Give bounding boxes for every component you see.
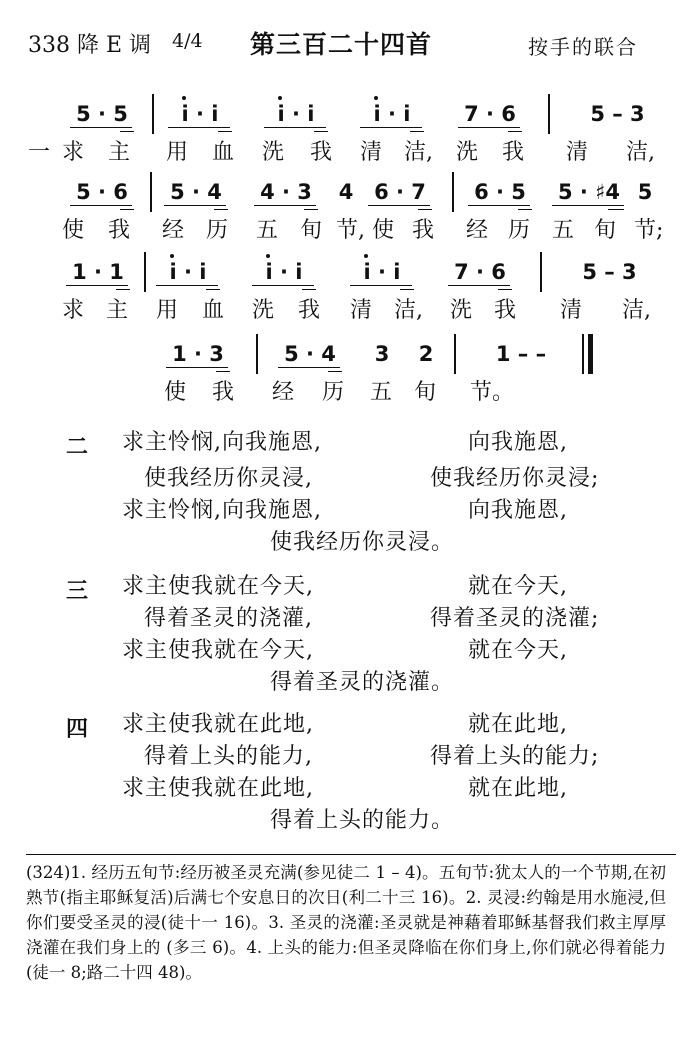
lyric-char: 节。: [470, 380, 515, 405]
lyric-char: 旬: [594, 218, 617, 243]
lyric-char: 主: [106, 298, 129, 323]
verse-line: 求主使我就在今天,: [122, 638, 314, 663]
verse-line: 就在今天,: [468, 574, 568, 599]
bar-line: [454, 334, 456, 374]
note-group: i · i: [169, 260, 207, 284]
verse-line: 就在此地,: [468, 776, 568, 801]
lyric-char: 使: [164, 380, 187, 405]
lyric-char: 清: [360, 140, 383, 165]
note-group: 4: [338, 180, 354, 204]
verse-line: 得着上头的能力,: [144, 744, 313, 769]
verse-line: 求主使我就在此地,: [122, 712, 314, 737]
verse-number: 四: [66, 716, 89, 742]
note-group: 7 · 6: [454, 260, 506, 284]
verse-line: 得着上头的能力。: [270, 808, 455, 833]
note-group: 6 · 7: [374, 180, 426, 204]
verse-line: 向我施恩,: [468, 430, 568, 455]
note-group: 6 · 5: [474, 180, 526, 204]
lyric-char: 洗: [450, 298, 473, 323]
note-group: i · i: [277, 102, 315, 126]
note-group: i · i: [265, 260, 303, 284]
lyric-char: 用: [166, 140, 189, 165]
bar-line: [152, 94, 154, 134]
note-group: 5 · ♯4: [558, 180, 620, 204]
time-signature: 4/4: [172, 30, 203, 52]
footnote-divider: [26, 854, 676, 855]
note-group: i · i: [181, 102, 219, 126]
lyric-char: 历: [322, 380, 345, 405]
lyric-char: 血: [212, 140, 235, 165]
footnote: (324)1. 经历五旬节:经历被圣灵充满(参见徒二 1 – 4)。五旬节:犹太人的一个节期,在初熟节(指主耶稣复活)后满七个安息日的次日(利二十三 16)。2. 灵浸:约翰是用水施浸,但你们要受圣灵的浸(徒十一 16)。3. 圣灵的浇灌:圣灵就是神藉着耶稣基督我们救主厚厚浇灌在我们身上的 (多三 6)。4. 上头的能力:但圣灵降临在你们身上,你们就必得着能力(徒一 8;路二十四 48)。: [26, 863, 666, 982]
lyric-char: 我: [494, 298, 517, 323]
lyric-char: 我: [108, 218, 131, 243]
bar-line: [150, 172, 152, 212]
note-group: 5 · 5: [76, 102, 128, 126]
lyric-char: 历: [206, 218, 229, 243]
verse-line: 得着上头的能力;: [430, 744, 600, 769]
lyric-char: 经: [272, 380, 295, 405]
verse-line: 得着圣灵的浇灌,: [144, 606, 313, 631]
note-group: 5 · 4: [170, 180, 222, 204]
verse-line: 求主怜悯,向我施恩,: [122, 498, 322, 523]
lyric-char: 节;: [634, 218, 664, 243]
lyric-char: 洁,: [626, 140, 655, 165]
verse-line: 得着圣灵的浇灌;: [430, 606, 600, 631]
lyric-char: 五: [552, 218, 575, 243]
lyric-char: 用: [156, 298, 179, 323]
lyric-char: 求: [62, 140, 85, 165]
verse-line: 求主使我就在此地,: [122, 776, 314, 801]
final-bar-thick: [588, 334, 593, 374]
lyric-char: 洁,: [394, 298, 423, 323]
lyric-char: 清: [350, 298, 373, 323]
bar-line: [452, 172, 454, 212]
lyric-char: 洗: [456, 140, 479, 165]
lyric-char: 经: [466, 218, 489, 243]
lyric-char: 清: [560, 298, 583, 323]
lyric-char: 血: [202, 298, 225, 323]
note-group: i · i: [363, 260, 401, 284]
verse-line: 使我经历你灵浸,: [144, 466, 313, 491]
note-group: 5 – 3: [590, 102, 645, 126]
hymn-number-key: 338 降 E 调: [28, 33, 152, 58]
verse-number: 一: [28, 140, 51, 165]
lyric-char: 洁,: [404, 140, 433, 165]
note-group: 5 · 6: [76, 180, 128, 204]
note-group: 3: [374, 342, 390, 366]
lyric-char: 节,: [336, 218, 365, 243]
bar-line: [540, 252, 542, 292]
final-bar-thin: [582, 334, 584, 374]
lyric-char: 清: [566, 140, 589, 165]
lyric-char: 旬: [300, 218, 323, 243]
lyric-char: 洗: [252, 298, 275, 323]
verse-line: 使我经历你灵浸;: [430, 466, 600, 491]
lyric-char: 洗: [262, 140, 285, 165]
note-group: 1 · 3: [172, 342, 224, 366]
lyric-char: 历: [508, 218, 531, 243]
lyric-char: 主: [108, 140, 131, 165]
note-group: 5: [637, 180, 653, 204]
note-group: 4 · 3: [260, 180, 312, 204]
verse-line: 就在此地,: [468, 712, 568, 737]
lyric-char: 使: [62, 218, 85, 243]
verse-line: 求主使我就在今天,: [122, 574, 314, 599]
note-group: i · i: [373, 102, 411, 126]
lyric-char: 经: [162, 218, 185, 243]
lyric-char: 使: [372, 218, 395, 243]
note-group: 1 · 1: [72, 260, 124, 284]
verse-line: 向我施恩,: [468, 498, 568, 523]
lyric-char: 洁,: [622, 298, 651, 323]
lyric-char: 我: [310, 140, 333, 165]
lyric-char: 我: [212, 380, 235, 405]
note-group: 1 – –: [495, 342, 547, 366]
lyric-char: 我: [412, 218, 435, 243]
verse-line: 使我经历你灵浸。: [270, 530, 455, 555]
verse-number: 二: [66, 434, 89, 460]
bar-line: [256, 334, 258, 374]
note-group: 7 · 6: [464, 102, 516, 126]
lyric-char: 五: [256, 218, 279, 243]
hymn-tagline: 按手的联合: [528, 35, 638, 59]
lyric-char: 五: [370, 380, 393, 405]
lyric-char: 我: [502, 140, 525, 165]
note-group: 5 – 3: [582, 260, 637, 284]
lyric-char: 求: [62, 298, 85, 323]
lyric-char: 旬: [414, 380, 437, 405]
verse-number: 三: [66, 578, 89, 604]
hymn-title: 第三百二十四首: [250, 30, 433, 59]
note-group: 2: [418, 342, 434, 366]
lyric-char: 我: [298, 298, 321, 323]
bar-line: [144, 252, 146, 292]
verse-line: 得着圣灵的浇灌。: [270, 670, 455, 695]
verse-line: 就在今天,: [468, 638, 568, 663]
verse-line: 求主怜悯,向我施恩,: [122, 430, 322, 455]
note-group: 5 · 4: [284, 342, 336, 366]
bar-line: [548, 94, 550, 134]
